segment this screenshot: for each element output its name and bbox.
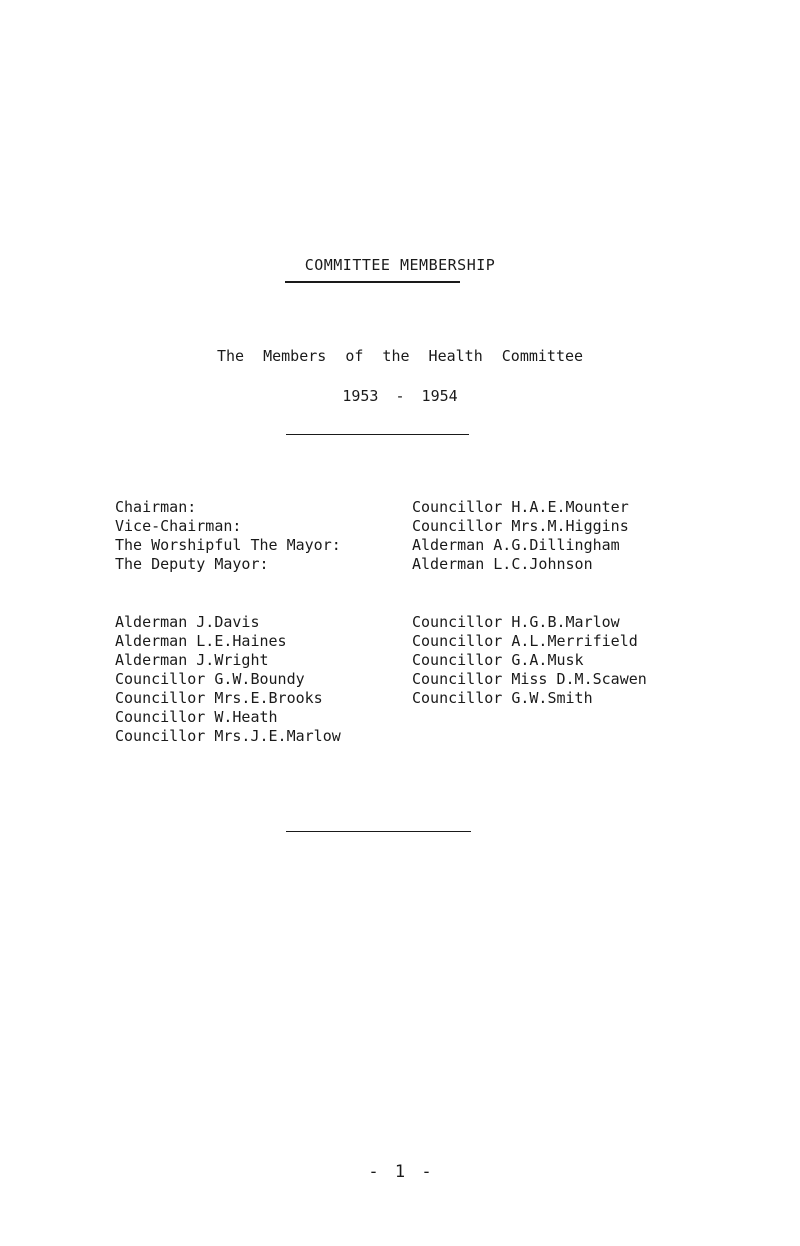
member-name: Alderman J.Wright (115, 651, 269, 669)
committee-title: The Members of the Health Committee (216, 347, 584, 365)
members-left-column (115, 613, 341, 746)
officer-name: Alderman A.G.Dillingham (412, 536, 620, 554)
bottom-divider (286, 831, 471, 832)
officer-titles-column (115, 498, 341, 574)
page-heading: COMMITTEE MEMBERSHIP (304, 256, 496, 274)
member-name: Councillor G.A.Musk (412, 651, 584, 669)
member-name: Councillor Miss D.M.Scawen (412, 670, 647, 688)
member-name: Councillor G.W.Boundy (115, 670, 305, 688)
members-right-column (412, 613, 647, 708)
committee-years: 1953 - 1954 (342, 387, 458, 405)
heading-underline (285, 281, 460, 283)
member-name: Alderman J.Davis (115, 613, 260, 631)
officer-names-column (412, 498, 629, 574)
officer-name: Councillor H.A.E.Mounter (412, 498, 629, 516)
member-name: Councillor Mrs.E.Brooks (115, 689, 323, 707)
officer-name: Councillor Mrs.M.Higgins (412, 517, 629, 535)
officer-name: Alderman L.C.Johnson (412, 555, 593, 573)
top-divider (286, 434, 469, 435)
member-name: Councillor G.W.Smith (412, 689, 593, 707)
member-name: Councillor H.G.B.Marlow (412, 613, 620, 631)
member-name: Councillor A.L.Merrifield (412, 632, 638, 650)
officer-title: Vice-Chairman: (115, 517, 242, 535)
officer-title: Chairman: (115, 498, 197, 516)
officer-title: The Deputy Mayor: (115, 555, 269, 573)
officer-title: The Worshipful The Mayor: (115, 536, 341, 554)
member-name: Alderman L.E.Haines (115, 632, 287, 650)
member-name: Councillor W.Heath (115, 708, 278, 726)
page-number: - 1 - (368, 1162, 432, 1182)
member-name: Councillor Mrs.J.E.Marlow (115, 727, 341, 745)
